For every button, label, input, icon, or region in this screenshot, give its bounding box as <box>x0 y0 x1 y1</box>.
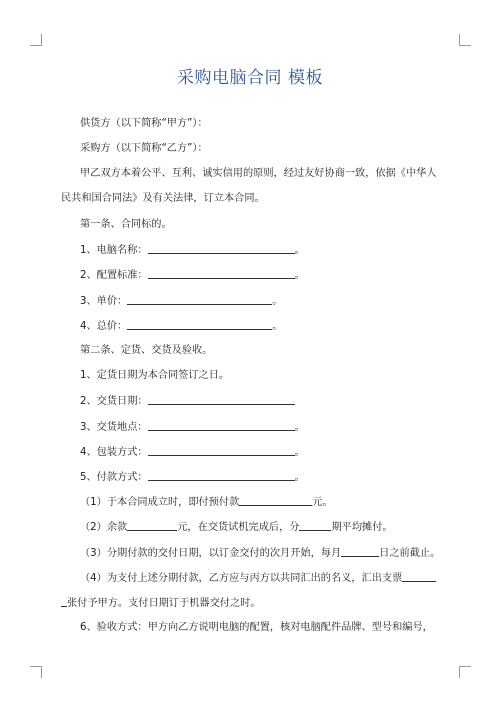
item-config-standard: 2、配置标准： 。 <box>80 270 305 281</box>
unit-price-blank[interactable] <box>127 294 272 305</box>
prepayment-blank[interactable] <box>239 495 312 506</box>
item-unit-price: 3、单价： 。 <box>80 296 283 307</box>
item-total-price: 4、总价： 。 <box>80 321 283 332</box>
acceptance-method-line: 6、验收方式：甲方向乙方说明电脑的配置，核对电脑配件品牌、型号和编号， <box>80 622 433 633</box>
item-computer-name: 1、电脑名称： 。 <box>80 245 305 256</box>
crop-mark-top-right <box>459 34 471 46</box>
installment-count-blank[interactable] <box>299 520 331 531</box>
packaging-blank[interactable] <box>148 445 295 456</box>
payment-clause-2: （2）余款 元，在交货试机完成后，分 期平均摊付。 <box>80 522 393 533</box>
crop-mark-bottom-left <box>30 666 42 678</box>
payment-clause-4: （4）为支付上述分期付款，乙方应与丙方以共同汇出的名义，汇出支票 <box>80 571 436 585</box>
payment-method-blank[interactable] <box>148 470 295 481</box>
buyer-line: 采购方（以下简称“乙方”）： <box>80 143 208 154</box>
supplier-line: 供货方（以下简称“甲方”）： <box>80 118 208 129</box>
computer-name-blank[interactable] <box>148 243 295 254</box>
crop-mark-top-left <box>30 34 42 46</box>
monthly-deadline-blank[interactable] <box>341 546 379 557</box>
payment-clause-4-continued: 张付予甲方。支付日期订于机器交付之时。 <box>61 596 261 610</box>
payment-clause-3: （3）分期付款的交付日期，以订金交付的次月开始，每月 日之前截止。 <box>80 548 441 559</box>
delivery-date-line: 2、交货日期： <box>80 394 295 408</box>
delivery-place-blank[interactable] <box>148 420 295 431</box>
delivery-date-blank[interactable] <box>148 394 295 405</box>
preamble-line-1: 甲乙双方本着公平、互利、诚实信用的原则，经过友好协商一致，依据《中华人 <box>80 168 437 179</box>
document-title: 采购电脑合同 模板 <box>177 68 323 88</box>
delivery-place-line: 3、交货地点： 。 <box>80 422 305 433</box>
preamble-line-2: 民共和国合同法》及有关法律，订立本合同。 <box>61 193 265 204</box>
order-date-line: 1、定货日期为本合同签订之日。 <box>80 370 230 381</box>
config-standard-blank[interactable] <box>148 268 295 279</box>
total-price-blank[interactable] <box>127 319 272 330</box>
packaging-line: 4、包装方式： 。 <box>80 447 305 458</box>
payment-clause-1: （1）于本合同成立时，即付预付款 元。 <box>80 497 333 508</box>
article-2-heading: 第二条、定货、交货及验收。 <box>80 345 213 356</box>
balance-amount-blank[interactable] <box>127 520 177 531</box>
payment-method-line: 5、付款方式： 。 <box>80 472 305 483</box>
crop-mark-bottom-right <box>459 666 471 678</box>
article-1-heading: 第一条、合同标的。 <box>80 219 172 230</box>
cheque-count-blank-a[interactable] <box>402 571 436 582</box>
